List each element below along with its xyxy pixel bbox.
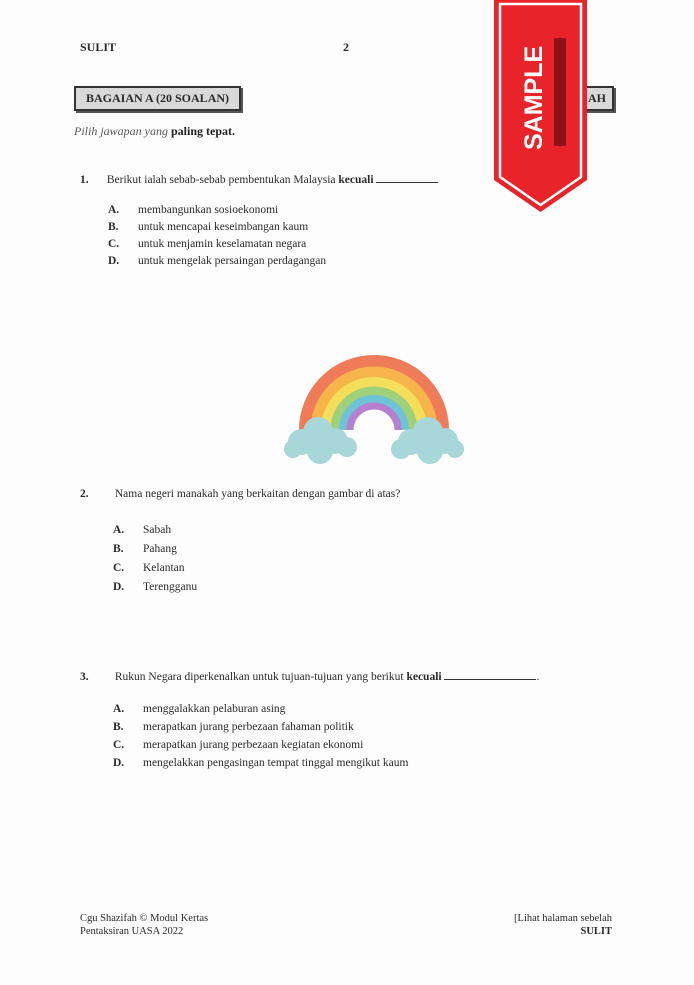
option-letter: A. (113, 524, 125, 536)
question-number: 1. (80, 174, 89, 186)
header-sulit: SULIT (80, 40, 117, 54)
section-title: BAGAIAN A (20 SOALAN) (74, 86, 241, 111)
option-text: merapatkan jurang perbezaan fahaman politik (143, 721, 354, 733)
option-d[interactable] (113, 578, 197, 597)
question-end: . (536, 671, 540, 683)
option-a[interactable] (108, 202, 326, 219)
option-letter: B. (113, 721, 124, 733)
option-d[interactable] (113, 754, 408, 772)
question-number: 2. (80, 488, 89, 500)
rainbow-icon (283, 352, 465, 466)
question-keyword: kecuali (338, 174, 374, 186)
footer-sulit: SULIT (580, 926, 612, 937)
answer-blank (444, 667, 536, 680)
question-text: Rukun Negara diperkenalkan untuk tujuan-tujuan yang berikut (114, 671, 404, 683)
page-number: 2 (343, 40, 349, 54)
question-2-options (113, 521, 197, 597)
option-letter: D. (113, 581, 125, 593)
option-letter: D. (113, 757, 125, 769)
option-c[interactable] (113, 559, 197, 578)
question-text: Berikut ialah sebab-sebab pembentukan Malaysia (106, 174, 336, 186)
footer-right (514, 912, 612, 938)
question-keyword: kecuali (406, 671, 442, 683)
footer-left (80, 912, 208, 938)
option-letter: C. (113, 739, 125, 751)
option-text: Pahang (143, 543, 177, 555)
question-number: 3. (80, 671, 89, 683)
footer-turn-page: [Lihat halaman sebelah (514, 913, 612, 924)
option-text: untuk menjamin keselamatan negara (138, 238, 307, 250)
option-text: untuk mengelak persaingan perdagangan (138, 255, 327, 267)
instruction-text: Pilih jawapan yang (74, 124, 168, 138)
question-text: Nama negeri manakah yang berkaitan dengan gambar di atas? (114, 488, 401, 500)
option-d[interactable] (108, 253, 326, 270)
option-letter: C. (108, 238, 120, 250)
option-b[interactable] (113, 540, 197, 559)
option-a[interactable] (113, 700, 408, 718)
option-c[interactable] (113, 736, 408, 754)
question-1 (80, 170, 438, 186)
option-text: Kelantan (143, 562, 185, 574)
option-text: menggalakkan pelaburan asing (143, 703, 286, 715)
footer-credit: Cgu Shazifah © Modul Kertas (80, 913, 209, 924)
option-letter: B. (108, 221, 119, 233)
option-text: merapatkan jurang perbezaan kegiatan ekonomi (143, 739, 364, 751)
option-letter: A. (113, 703, 125, 715)
instruction (74, 124, 235, 139)
option-text: mengelakkan pengasingan tempat tinggal mengikut kaum (143, 757, 409, 769)
question-2 (80, 488, 400, 500)
option-text: membangunkan sosioekonomi (138, 204, 279, 216)
question-3-options (113, 700, 408, 772)
option-c[interactable] (108, 236, 326, 253)
option-a[interactable] (113, 521, 197, 540)
sample-watermark (494, 0, 587, 212)
footer-exam-name: Pentaksiran UASA 2022 (80, 926, 184, 937)
question-1-options (108, 202, 326, 270)
option-letter: C. (113, 562, 125, 574)
question-3 (80, 667, 539, 683)
option-b[interactable] (113, 718, 408, 736)
option-letter: B. (113, 543, 124, 555)
option-text: Sabah (143, 524, 172, 536)
option-text: Terengganu (143, 581, 198, 593)
section-title-right: AH (580, 86, 614, 111)
option-text: untuk mencapai keseimbangan kaum (138, 221, 309, 233)
answer-blank (376, 170, 438, 183)
option-letter: D. (108, 255, 120, 267)
option-b[interactable] (108, 219, 326, 236)
option-letter: A. (108, 204, 120, 216)
watermark-text: SAMPLE (520, 45, 548, 150)
instruction-emphasis: paling tepat. (171, 124, 236, 138)
